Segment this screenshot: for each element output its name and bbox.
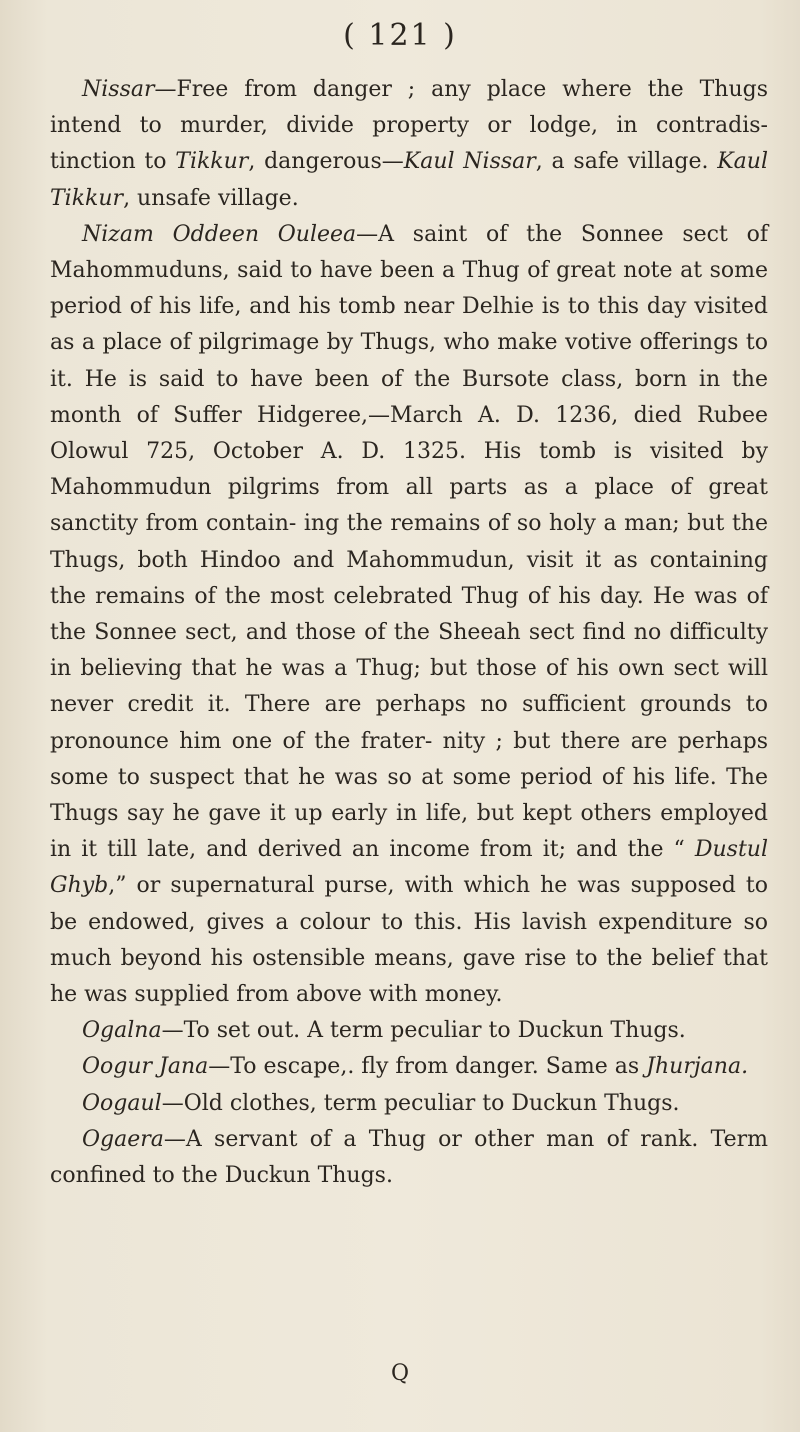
entry-term: Nissar bbox=[82, 77, 155, 102]
entry-nissar: Nissar—Free from danger ; any place where the Thugs intend to murder, divide property or lodge, in contradis- tinction to Tikkur, dangerous—Kaul Nissar, a safe village. Kaul Tikkur, unsafe village. bbox=[50, 77, 769, 211]
entry-oogaul: Oogaul—Old clothes, term peculiar to Duckun Thugs. bbox=[82, 1090, 680, 1116]
signature-mark: Q bbox=[390, 1361, 410, 1386]
glossary-text bbox=[50, 72, 768, 1194]
entry-term: Oogaul bbox=[82, 1090, 162, 1116]
entry-term: Nizam Oddeen Ouleea bbox=[82, 221, 357, 247]
entry-ogalna: Ogalna—To set out. A term peculiar to Duckun Thugs. bbox=[82, 1018, 686, 1044]
page-number: ( 121 ) bbox=[343, 18, 457, 53]
entry-term: Oogur Jana bbox=[82, 1054, 209, 1080]
entry-ogaera: Ogaera—A servant of a Thug or other man of rank. Term confined to the Duckun Thugs. bbox=[50, 1126, 768, 1189]
entry-oogur-jana: Oogur Jana—To escape,. fly from danger. Same as Jhurjana. bbox=[82, 1054, 749, 1080]
entry-term: Ogalna bbox=[82, 1018, 162, 1044]
entry-nizam-oddeen-ouleea: Nizam Oddeen Ouleea—A saint of the Sonnee sect of Mahommuduns, said to have been a Thug of great note at some period of his life, and his tomb near Delhie is to this day visited as a place of pilgrimage by Thugs, who make votive offerings to it. He is said to have been of the Bursote class, born in the month of Suffer Hidgeree,—March A. D. 1236, died Rubee Olowul 725, October A. D. 1325. His tomb is visited by Mahommudun pilgrims from all parts as a place of great sanctity from contain- ing the remains of so holy a man; but the Thugs, both Hindoo and Mahommudun, visit it as containing the remains of the most celebrated Thug of his day. He was of the Sonnee sect, and those of the Sheeah sect find no difficulty in believing that he was a Thug; but those of his own sect will never credit it. There are perhaps no sufficient grounds to pronounce him one of the frater- nity ; but there are perhaps some to suspect that he was so at some period of his life. The Thugs say he gave it up early in life, but kept others employed in it till late, and derived an income from it; and the “ Dustul Ghyb,” or supernatural purse, with which he was supposed to be endowed, gives a colour to this. His lavish expenditure so much beyond his ostensible means, gave rise to the belief that he was supplied from above with money. bbox=[50, 221, 768, 1008]
entry-term: Ogaera bbox=[82, 1126, 164, 1152]
